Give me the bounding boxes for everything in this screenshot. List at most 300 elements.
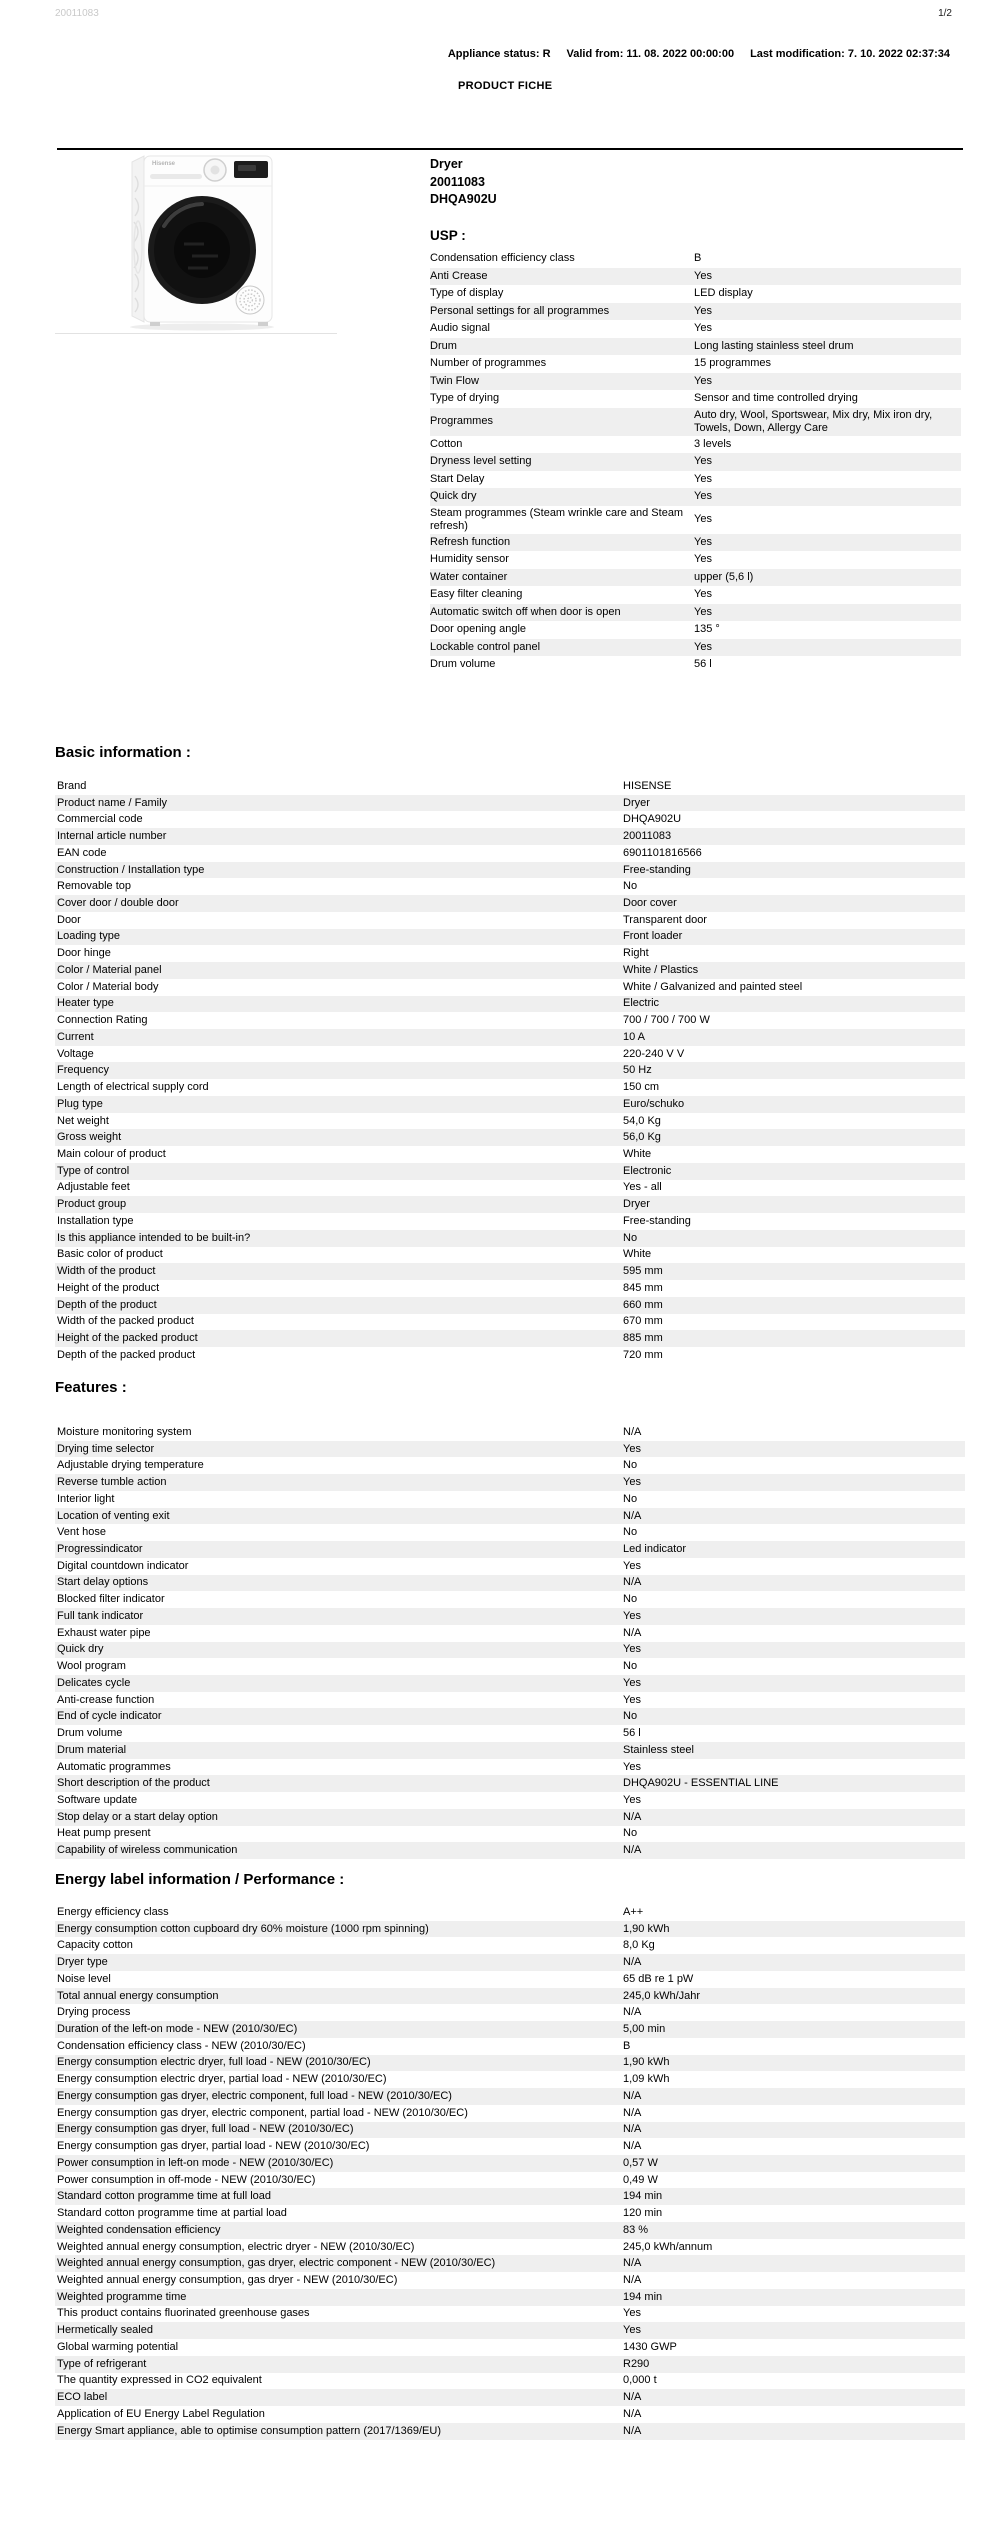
table-row [55,2356,965,2373]
table-row [55,2306,965,2323]
row-value: 1,90 kWh [623,1922,670,1935]
row-value: 194 min [623,2190,663,2203]
row-label: Adjustable drying temperature [57,1459,204,1472]
row-label: Depth of the product [57,1298,157,1311]
row-label: Steam programmes (Steam wrinkle care and Steam refresh) [430,506,684,532]
table-row [55,1575,965,1592]
row-value: 0,000 t [623,2374,657,2387]
table-row [430,534,961,552]
dryer-foot-right [258,322,268,326]
row-label: Capacity cotton [57,1939,133,1952]
row-label: Color / Material body [57,980,159,993]
row-label: Weighted annual energy consumption, electric dryer - NEW (2010/30/EC) [57,2240,415,2253]
image-underline [55,333,337,334]
row-value: 1430 GWP [623,2340,677,2353]
row-label: Stop delay or a start delay option [57,1810,218,1823]
table-row [430,551,961,569]
row-value: 220-240 V V [623,1047,685,1060]
row-value: 1,90 kWh [623,2056,670,2069]
row-value: N/A [623,1576,642,1589]
row-label: Duration of the left-on mode - NEW (2010/30/EC) [57,2023,298,2035]
row-value: N/A [623,2424,642,2437]
row-label: Moisture monitoring system [57,1425,192,1438]
row-value: No [623,1593,638,1606]
row-label: Construction / Installation type [57,863,205,876]
row-label: Type of drying [430,392,500,405]
row-label: Capability of wireless communication [57,1844,238,1857]
table-row [55,1012,965,1029]
table-row [55,1608,965,1625]
features-table [55,1424,965,1859]
row-value: Yes [623,1609,641,1622]
table-row [55,1196,965,1213]
row-label: Easy filter cleaning [430,588,523,601]
row-value: Yes [623,1643,641,1656]
table-row [55,2222,965,2239]
row-value: N/A [623,2006,642,2019]
row-label: Installation type [57,1214,134,1227]
row-value: N/A [623,2257,642,2270]
table-row [55,2289,965,2306]
row-label: Start delay options [57,1576,149,1589]
row-value: 65 dB re 1 pW [623,1972,694,1985]
row-label: Programmes [430,415,493,427]
row-label: This product contains fluorinated greenhouse gases [57,2307,310,2320]
table-row [55,1954,965,1971]
row-label: Dryness level setting [430,455,532,468]
row-label: Type of refrigerant [57,2357,147,2370]
row-label: Personal settings for all programmes [430,304,610,317]
row-value: White [623,1148,652,1161]
row-label: Twin Flow [430,374,479,387]
row-label: Wool program [57,1660,126,1673]
row-label: Condensation efficiency class [430,252,575,265]
row-value: 245,0 kWh/Jahr [623,1989,701,2002]
row-value: No [623,1459,638,1472]
row-value: Stainless steel [623,1743,694,1756]
row-label: Weighted annual energy consumption, gas dryer - NEW (2010/30/EC) [57,2274,398,2287]
row-value: Yes [694,472,712,485]
row-value: Yes [623,1442,641,1455]
table-row [430,250,961,268]
table-row [55,1079,965,1096]
row-label: Energy efficiency class [57,1905,169,1918]
row-value: 1,09 kWh [623,2073,670,2086]
row-label: Cotton [430,437,463,450]
dryer-illustration [118,152,286,332]
row-label: Brand [57,779,87,792]
row-value: 6901101816566 [623,846,702,859]
row-value: N/A [623,2106,642,2119]
row-label: Anti-crease function [57,1693,155,1706]
product-title-block [430,156,497,209]
row-label: Quick dry [430,490,477,503]
row-value: R290 [623,2357,650,2370]
document-code: 20011083 [55,8,99,19]
row-value: upper (5,6 l) [694,570,754,583]
page-title: PRODUCT FICHE [458,80,553,92]
table-row [430,408,961,436]
table-row [55,1742,965,1759]
row-label: Short description of the product [57,1777,210,1790]
row-value: Yes [623,1676,641,1689]
row-label: Drum [430,339,457,352]
row-label: Refresh function [430,535,511,548]
row-value: Sensor and time controlled drying [694,392,858,405]
row-value: Yes [623,1693,641,1706]
row-value: Yes [623,1760,641,1773]
row-value: 245,0 kWh/annum [623,2240,713,2253]
table-row [55,929,965,946]
row-label: Drying time selector [57,1442,155,1455]
table-row [55,1424,965,1441]
table-row [55,1937,965,1954]
row-value: Yes [623,1559,641,1572]
table-row [55,945,965,962]
row-label: Heat pump present [57,1827,151,1840]
table-row [55,1792,965,1809]
row-value: 3 levels [694,437,732,450]
table-row [55,1113,965,1130]
table-row [55,2373,965,2390]
table-row [55,1988,965,2005]
row-value: Euro/schuko [623,1097,685,1110]
row-value: N/A [623,1810,642,1823]
table-row [55,1129,965,1146]
dryer-drum [174,222,230,278]
row-label: Frequency [57,1064,109,1077]
row-label: ECO label [57,2391,108,2404]
row-label: Noise level [57,1972,111,1985]
row-label: Weighted programme time [57,2290,187,2303]
row-value: 10 A [623,1030,646,1043]
row-label: Height of the product [57,1281,160,1294]
row-label: Standard cotton programme time at partial load [57,2207,287,2220]
row-label: Energy consumption gas dryer, full load - NEW (2010/30/EC) [57,2123,354,2136]
table-row [55,1280,965,1297]
table-row [55,895,965,912]
row-value: No [623,1231,638,1244]
row-value: Long lasting stainless steel drum [694,339,854,352]
row-value: Yes [694,640,712,653]
table-row [430,656,961,674]
table-row [430,586,961,604]
table-row [55,2055,965,2072]
row-label: Humidity sensor [430,553,509,566]
row-value: Yes [694,553,712,566]
table-row [55,2172,965,2189]
table-row [55,1330,965,1347]
row-label: Internal article number [57,830,167,843]
table-row [55,996,965,1013]
row-value: Yes [623,1794,641,1807]
row-label: Water container [430,570,508,583]
table-row [55,778,965,795]
row-value: N/A [623,1626,642,1639]
table-row [55,1491,965,1508]
row-label: Condensation efficiency class - NEW (2010/30/EC) [57,2039,306,2052]
row-value: 845 mm [623,1281,663,1294]
table-row [430,338,961,356]
row-value: No [623,1660,638,1673]
row-value: Yes [694,374,712,387]
table-row [55,1474,965,1491]
table-row [55,1558,965,1575]
row-label: Weighted annual energy consumption, gas dryer, electric component - NEW (2010/30/EC) [57,2257,496,2270]
row-value: White / Galvanized and painted steel [623,980,803,993]
table-row [55,1541,965,1558]
row-value: 700 / 700 / 700 W [623,1014,710,1027]
row-label: Weighted condensation efficiency [57,2223,221,2236]
row-value: Yes [694,269,712,282]
row-label: Energy consumption cotton cupboard dry 60% moisture (1000 rpm spinning) [57,1922,429,1935]
row-value: 5,00 min [623,2023,666,2035]
row-value: N/A [623,1844,642,1857]
row-label: Energy consumption electric dryer, full load - NEW (2010/30/EC) [57,2056,371,2069]
row-value: 56 l [623,1727,641,1740]
table-row [430,506,961,534]
table-row [55,1457,965,1474]
product-image [118,152,286,332]
table-row [55,2255,965,2272]
row-value: Free-standing [623,1214,691,1227]
table-row [55,1759,965,1776]
row-value: 595 mm [623,1265,663,1278]
table-row [55,1213,965,1230]
row-value: Yes [694,304,712,317]
row-value: 54,0 Kg [623,1114,661,1127]
row-value: 0,57 W [623,2156,658,2169]
table-row [55,2205,965,2222]
row-value: Door cover [623,897,677,909]
row-label: The quantity expressed in CO2 equivalent [57,2374,262,2387]
table-row [55,1625,965,1642]
row-value: N/A [623,1956,642,1969]
table-row [430,355,961,373]
table-row [430,639,961,657]
row-value: 150 cm [623,1081,660,1094]
brand-logo: Hisense [152,161,176,167]
row-label: Application of EU Energy Label Regulation [57,2407,265,2420]
table-row [430,453,961,471]
row-label: Is this appliance intended to be built-in? [57,1231,251,1244]
row-label: Vent hose [57,1526,106,1539]
row-label: Type of control [57,1164,130,1177]
table-row [430,604,961,622]
row-label: Product name / Family [57,796,168,809]
row-label: Power consumption in off-mode - NEW (2010/30/EC) [57,2173,316,2186]
row-label: Drum material [57,1743,127,1756]
row-value: N/A [623,2391,642,2404]
row-label: Energy consumption gas dryer, partial load - NEW (2010/30/EC) [57,2140,370,2153]
row-label: Reverse tumble action [57,1476,167,1489]
table-row [55,2339,965,2356]
table-row [55,1809,965,1826]
row-value: 194 min [623,2290,663,2303]
table-row [55,1775,965,1792]
table-row [55,2322,965,2339]
row-value: 8,0 Kg [623,1939,655,1952]
row-label: Heater type [57,997,114,1010]
usp-heading: USP : [430,228,466,243]
row-label: Energy consumption electric dryer, partial load - NEW (2010/30/EC) [57,2073,387,2086]
row-value: Yes [694,455,712,468]
row-value: Yes [694,605,712,618]
row-value: 670 mm [623,1315,663,1328]
row-label: Depth of the packed product [57,1348,196,1361]
table-row [55,1096,965,1113]
row-value: Yes [623,2307,641,2320]
table-row [55,1314,965,1331]
table-row [55,1347,965,1364]
table-row [55,878,965,895]
document-meta [0,48,950,60]
row-label: Energy consumption gas dryer, electric component, full load - NEW (2010/30/EC) [57,2089,452,2102]
table-row [55,1524,965,1541]
row-label: Automatic programmes [57,1760,171,1773]
row-label: Net weight [57,1114,109,1127]
table-row [430,285,961,303]
row-label: Hermetically sealed [57,2324,153,2337]
table-row [55,1163,965,1180]
row-label: Voltage [57,1047,94,1060]
row-label: Type of display [430,287,504,300]
row-value: N/A [623,1425,642,1438]
table-row [55,2021,965,2038]
row-label: Drying process [57,2006,131,2019]
table-row [430,436,961,454]
table-row [55,2138,965,2155]
row-label: Main colour of product [57,1148,166,1161]
table-row [55,2122,965,2139]
table-row [55,828,965,845]
row-value: Yes [694,535,712,548]
table-row [55,2188,965,2205]
table-row [55,1591,965,1608]
table-row [55,1826,965,1843]
table-row [55,2071,965,2088]
row-label: Commercial code [57,813,143,826]
table-row [55,962,965,979]
table-row [55,2272,965,2289]
row-value: HISENSE [623,779,672,792]
table-row [55,2004,965,2021]
row-label: Plug type [57,1097,103,1110]
table-row [55,1062,965,1079]
row-label: Removable top [57,880,131,893]
energy-heading: Energy label information / Performance : [55,1871,345,1888]
row-label: Interior light [57,1492,115,1505]
row-label: Connection Rating [57,1014,148,1027]
row-label: Door opening angle [430,623,527,636]
row-label: Global warming potential [57,2340,179,2353]
table-row [55,1247,965,1264]
row-value: 120 min [623,2207,663,2220]
table-row [55,2423,965,2440]
row-value: Free-standing [623,863,691,876]
row-label: End of cycle indicator [57,1710,162,1723]
row-value: Right [623,947,649,960]
row-value: N/A [623,1509,642,1522]
table-row [55,1675,965,1692]
table-row [55,1842,965,1859]
row-label: Delicates cycle [57,1676,131,1689]
table-row [430,621,961,639]
row-label: Automatic switch off when door is open [430,605,621,618]
row-label: Length of electrical supply cord [57,1081,209,1094]
table-row [55,1230,965,1247]
table-row [55,1971,965,1988]
row-label: Progressindicator [57,1543,143,1555]
table-row [55,1708,965,1725]
table-row [55,1658,965,1675]
row-label: Dryer type [57,1956,108,1969]
row-label: Digital countdown indicator [57,1559,189,1572]
table-row [55,1642,965,1659]
table-row [55,2088,965,2105]
table-row [55,1046,965,1063]
row-value: 56,0 Kg [623,1131,661,1144]
row-value: No [623,1492,638,1505]
features-heading: Features : [55,1379,127,1396]
row-value: 83 % [623,2223,649,2236]
table-row [430,303,961,321]
table-row [55,1904,965,1921]
row-label: Loading type [57,930,120,943]
row-value: N/A [623,2140,642,2153]
row-value: No [623,880,638,893]
row-value: N/A [623,2274,642,2287]
row-value: No [623,1827,638,1840]
valid-from: Valid from: 11. 08. 2022 00:00:00 [566,48,735,60]
row-label: Power consumption in left-on mode - NEW (2010/30/EC) [57,2156,334,2169]
row-label: Door hinge [57,947,111,960]
row-value: 135 ° [694,623,720,636]
table-row [55,1725,965,1742]
table-row [55,1263,965,1280]
row-label: Standard cotton programme time at full load [57,2190,272,2203]
row-value: Yes [623,2324,641,2337]
dryer-foot-left [150,322,160,326]
table-row [55,811,965,828]
row-value: Auto dry, Wool, Sportswear, Mix dry, Mix iron dry, Towels, Down, Allergy Care [694,408,933,434]
table-row [430,488,961,506]
table-row [55,862,965,879]
row-label: Basic color of product [57,1248,163,1261]
row-value: 20011083 [623,830,672,843]
last-modification: Last modification: 7. 10. 2022 02:37:34 [750,48,950,60]
row-label: Drum volume [57,1727,123,1740]
row-value: N/A [623,2089,642,2102]
table-row [55,1508,965,1525]
row-label: Height of the packed product [57,1332,198,1345]
row-label: Energy consumption gas dryer, electric component, partial load - NEW (2010/30/EC) [57,2106,468,2119]
row-label: Number of programmes [430,357,547,370]
row-value: No [623,1526,638,1539]
table-row [430,268,961,286]
row-label: Product group [57,1198,127,1211]
row-value: Front loader [623,930,683,943]
row-value: DHQA902U - ESSENTIAL LINE [623,1777,779,1790]
row-value: LED display [694,287,753,300]
row-label: Anti Crease [430,269,488,282]
row-value: Yes [694,490,712,503]
table-row [55,912,965,929]
row-label: Gross weight [57,1131,122,1144]
table-row [55,2406,965,2423]
product-name: Dryer [430,157,463,171]
row-label: Cover door / double door [57,897,179,909]
